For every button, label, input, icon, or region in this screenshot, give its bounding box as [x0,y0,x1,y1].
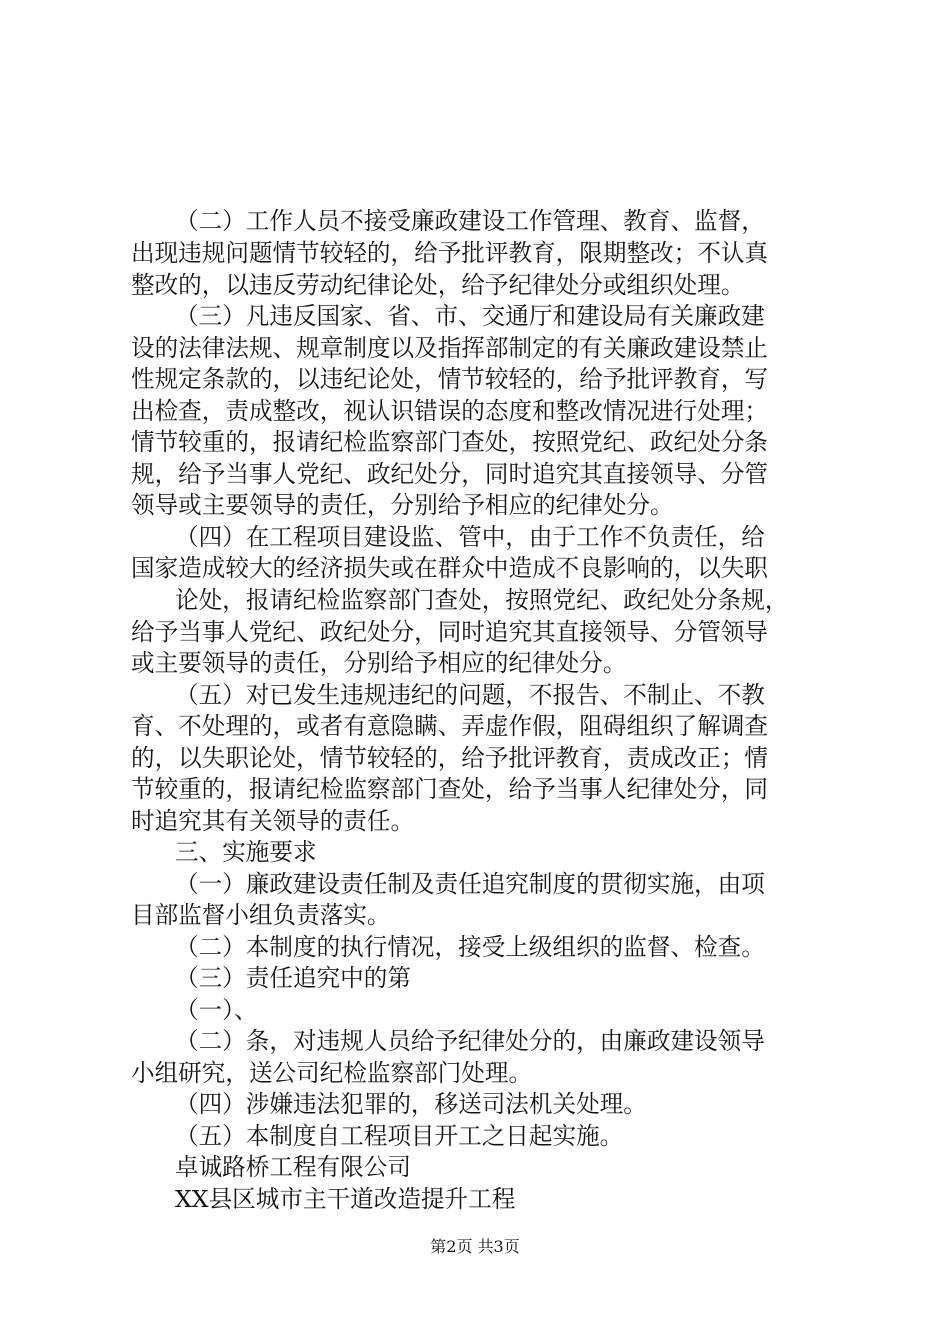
text-line: 的，以失职论处，情节较轻的，给予批评教育，责成改正；情 [131,744,769,772]
text-line: 育、不处理的，或者有意隐瞒、弄虚作假，阻碍组织了解调查 [131,712,769,740]
text-line: （二）工作人员不接受廉政建设工作管理、教育、监督， [175,207,765,235]
text-line: （四）涉嫌违法犯罪的，移送司法机关处理。 [175,1090,647,1118]
text-line: （五）对已发生违规违纪的问题，不报告、不制止、不教 [175,681,765,709]
text-line: 目部监督小组负责落实。 [131,901,391,929]
text-line: （一）、 [175,996,258,1024]
text-line: （三）责任追究中的第 [175,964,411,992]
company-name: 卓诚路桥工程有限公司 [175,1153,411,1181]
text-line: 出现违规问题情节较轻的，给予批评教育，限期整改；不认真 [131,239,769,267]
text-line: 国家造成较大的经济损失或在群众中造成不良影响的，以失职 [131,554,769,582]
text-line: （五）本制度自工程项目开工之日起实施。 [175,1122,624,1150]
text-line: 规，给予当事人党纪、政纪处分，同时追究其直接领导、分管 [131,460,769,488]
text-line: 时追究其有关领导的责任。 [131,807,415,835]
text-line: 情节较重的，报请纪检监察部门查处，按照党纪、政纪处分条 [131,428,769,456]
section-heading: 三、实施要求 [175,838,317,866]
text-line: 论处，报请纪检监察部门查处，按照党纪、政纪处分条规， [175,586,789,614]
text-line: （四）在工程项目建设监、管中，由于工作不负责任，给 [175,523,765,551]
text-line: 给予当事人党纪、政纪处分，同时追究其直接领导、分管领导 [131,618,769,646]
text-line: 小组研究，送公司纪检监察部门处理。 [131,1059,533,1087]
text-line: 节较重的，报请纪检监察部门查处，给予当事人纪律处分，同 [131,775,769,803]
project-name: XX县区城市主干道改造提升工程 [175,1185,516,1213]
text-line: （二）本制度的执行情况，接受上级组织的监督、检查。 [175,933,765,961]
text-line: 领导或主要领导的责任，分别给予相应的纪律处分。 [131,491,674,519]
text-line: 整改的，以违反劳动纪律论处，给予纪律处分或组织处理。 [131,271,745,299]
text-line: 或主要领导的责任，分别给予相应的纪律处分。 [131,649,627,677]
text-line: （三）凡违反国家、省、市、交通厅和建设局有关廉政建 [175,302,765,330]
page-number: 第2页 共3页 [430,1237,520,1256]
text-line: 设的法律法规、规章制度以及指挥部制定的有关廉政建设禁止 [131,334,769,362]
text-line: （二）条，对违规人员给予纪律处分的，由廉政建设领导 [175,1027,765,1055]
text-line: 性规定条款的，以违纪论处，情节较轻的，给予批评教育，写 [131,365,769,393]
text-line: 出检查，责成整改，视认识错误的态度和整改情况进行处理； [131,397,769,425]
text-line: （一）廉政建设责任制及责任追究制度的贯彻实施，由项 [175,870,765,898]
